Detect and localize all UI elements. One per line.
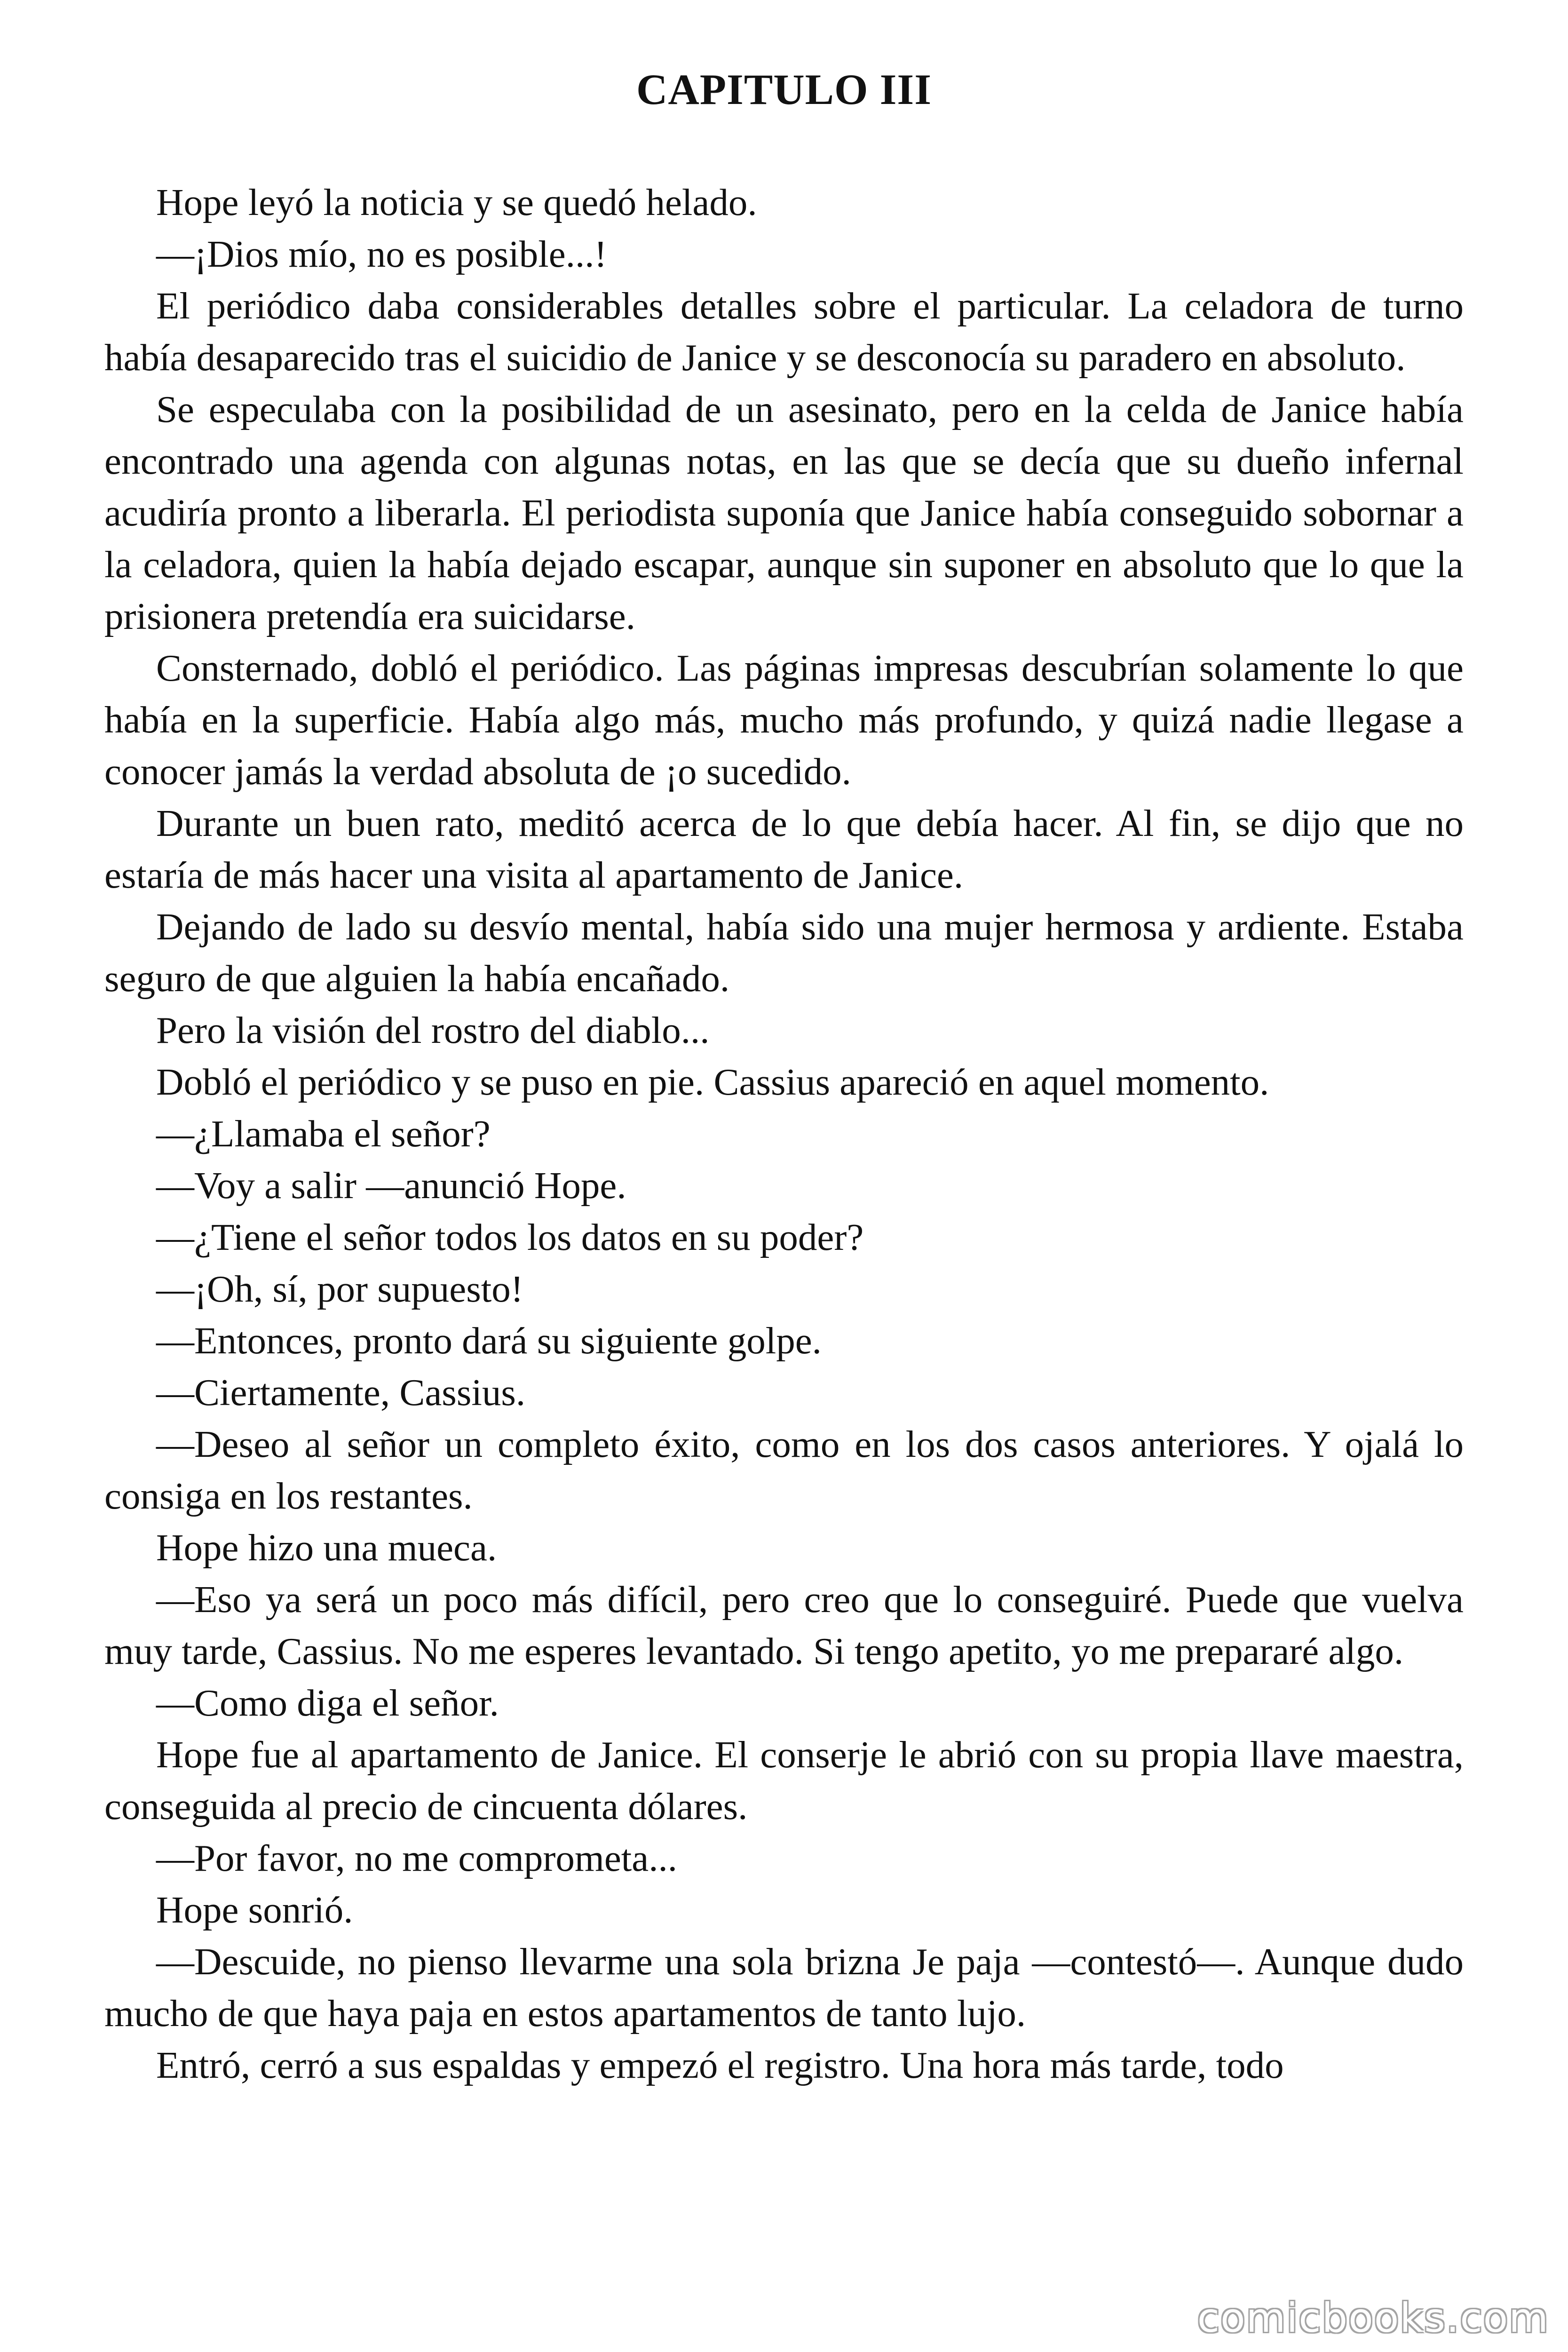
paragraph: —¡Oh, sí, por supuesto! <box>156 1268 523 1310</box>
chapter-body <box>104 176 1464 2091</box>
watermark: comicbooks.com <box>1197 2295 1549 2342</box>
paragraph: Hope leyó la noticia y se quedó helado. <box>156 181 757 223</box>
paragraph: Se especulaba con la posibilidad de un asesinato, pero en la celda de Janice había encontrado una agenda con algunas notas, en las que se decía que su dueño infernal acudiría pronto a liberarla. El periodista suponía que Janice había conseguido sobornar a la celadora, quien la había dejado escapar, aunque sin suponer en absoluto que lo que la prisionera pretendía era suicidarse. <box>104 388 1464 637</box>
paragraph: —Como diga el señor. <box>156 1682 499 1724</box>
paragraph: —Deseo al señor un completo éxito, como en los dos casos anteriores. Y ojalá lo consiga en los restantes. <box>104 1423 1464 1517</box>
paragraph: Entró, cerró a sus espaldas y empezó el registro. Una hora más tarde, todo <box>156 2044 1284 2086</box>
paragraph: —Ciertamente, Cassius. <box>156 1371 526 1414</box>
paragraph: —Descuide, no pienso llevarme una sola brizna Je paja —contestó—. Aunque dudo mucho de que haya paja en estos apartamentos de tanto lujo. <box>104 1940 1464 2034</box>
chapter-title: CAPITULO III <box>636 65 932 113</box>
paragraph: Consternado, dobló el periódico. Las páginas impresas descubrían solamente lo que había en la superficie. Había algo más, mucho más profundo, y quizá nadie llegase a conocer jamás la verdad absoluta de ¡o sucedido. <box>104 647 1464 793</box>
paragraph: Hope fue al apartamento de Janice. El conserje le abrió con su propia llave maestra, conseguida al precio de cincuenta dólares. <box>104 1733 1464 1828</box>
paragraph: Hope sonrió. <box>156 1889 353 1931</box>
paragraph: —¿Llamaba el señor? <box>156 1112 491 1155</box>
paragraph: Durante un buen rato, meditó acerca de lo que debía hacer. Al fin, se dijo que no estaría de más hacer una visita al apartamento de Janice. <box>104 802 1464 896</box>
paragraph: Hope hizo una mueca. <box>156 1526 497 1569</box>
paragraph: —Eso ya será un poco más difícil, pero creo que lo conseguiré. Puede que vuelva muy tarde, Cassius. No me esperes levantado. Si tengo apetito, yo me prepararé algo. <box>104 1578 1464 1672</box>
paragraph: El periódico daba considerables detalles sobre el particular. La celadora de turno había desaparecido tras el suicidio de Janice y se desconocía su paradero en absoluto. <box>104 285 1464 379</box>
paragraph: —Entonces, pronto dará su siguiente golpe. <box>156 1319 822 1362</box>
paragraph: —¿Tiene el señor todos los datos en su poder? <box>156 1216 864 1258</box>
paragraph: Pero la visión del rostro del diablo... <box>156 1009 710 1051</box>
paragraph: —Por favor, no me comprometa... <box>156 1837 677 1879</box>
paragraph: —Voy a salir —anunció Hope. <box>156 1164 626 1207</box>
paragraph: Dobló el periódico y se puso en pie. Cassius apareció en aquel momento. <box>156 1061 1269 1103</box>
paragraph: Dejando de lado su desvío mental, había sido una mujer hermosa y ardiente. Estaba seguro de que alguien la había encañado. <box>104 906 1464 1000</box>
paragraph: —¡Dios mío, no es posible...! <box>156 233 607 275</box>
